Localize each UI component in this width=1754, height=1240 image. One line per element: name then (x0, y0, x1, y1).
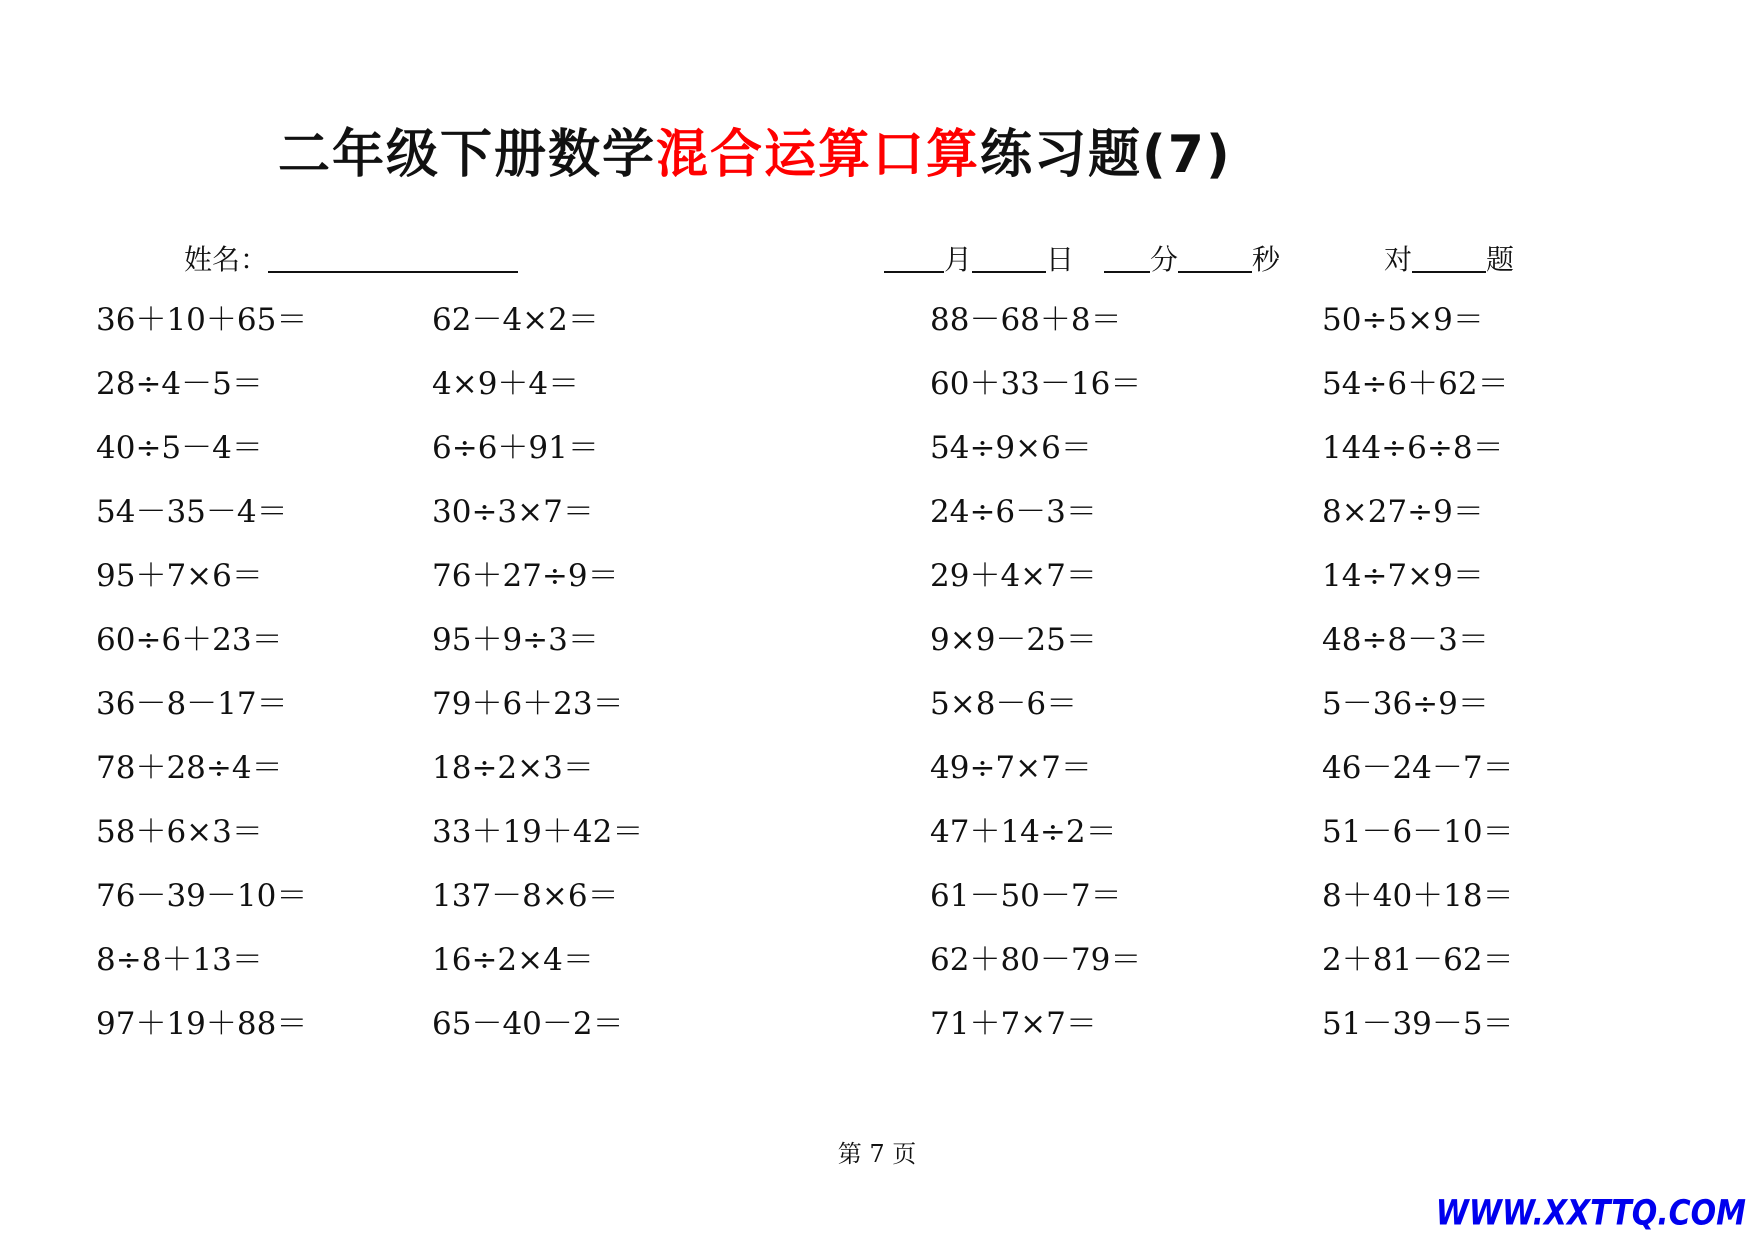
problem: 8÷8＋13＝ (96, 942, 263, 978)
second-blank[interactable] (1178, 241, 1252, 273)
day-label: 日 (1046, 243, 1075, 276)
title-part-grade: 二年级下册数学 (278, 125, 657, 185)
problem: 60÷6＋23＝ (96, 622, 283, 658)
problem: 24÷6－3＝ (930, 494, 1097, 530)
problem: 8×27÷9＝ (1322, 494, 1484, 530)
problem: 33＋19＋42＝ (432, 814, 644, 850)
problem: 36－8－17＝ (96, 686, 288, 722)
problem: 58＋6×3＝ (96, 814, 263, 850)
score-field (1384, 238, 1514, 278)
correct-label: 对 (1384, 243, 1413, 276)
page-title (278, 112, 1232, 187)
problem: 51－6－10＝ (1322, 814, 1514, 850)
problem: 40÷5－4＝ (96, 430, 263, 466)
title-part-exercise: 练习题(7) (980, 125, 1232, 185)
problem: 137－8×6＝ (432, 878, 619, 914)
correct-blank[interactable] (1412, 241, 1486, 273)
problem: 88－68＋8＝ (930, 302, 1122, 338)
problem: 54－35－4＝ (96, 494, 288, 530)
month-label: 月 (944, 243, 973, 276)
problem: 29＋4×7＝ (930, 558, 1097, 594)
problem: 95＋9÷3＝ (432, 622, 599, 658)
problem: 8＋40＋18＝ (1322, 878, 1514, 914)
problem: 4×9＋4＝ (432, 366, 580, 402)
problem: 30÷3×7＝ (432, 494, 594, 530)
problem: 65－40－2＝ (432, 1006, 624, 1042)
name-blank[interactable] (268, 241, 518, 273)
problem: 47＋14÷2＝ (930, 814, 1117, 850)
problem: 97＋19＋88＝ (96, 1006, 308, 1042)
problem: 60＋33－16＝ (930, 366, 1142, 402)
problem: 71＋7×7＝ (930, 1006, 1097, 1042)
problem: 61－50－7＝ (930, 878, 1122, 914)
problem: 54÷9×6＝ (930, 430, 1092, 466)
month-blank[interactable] (884, 241, 944, 273)
problem: 144÷6÷8＝ (1322, 430, 1504, 466)
problem: 51－39－5＝ (1322, 1006, 1514, 1042)
problem: 78＋28÷4＝ (96, 750, 283, 786)
problem: 14÷7×9＝ (1322, 558, 1484, 594)
problem: 5×8－6＝ (930, 686, 1078, 722)
problem: 2＋81－62＝ (1322, 942, 1514, 978)
problem: 36＋10＋65＝ (96, 302, 308, 338)
site-watermark: WWW.XXTTQ.COM (1435, 1193, 1746, 1234)
time-field (1104, 238, 1280, 278)
title-part-highlight: 混合运算口算 (656, 125, 981, 185)
problem: 46－24－7＝ (1322, 750, 1514, 786)
problem: 76－39－10＝ (96, 878, 308, 914)
problem: 76＋27÷9＝ (432, 558, 619, 594)
problem: 16÷2×4＝ (432, 942, 594, 978)
day-blank[interactable] (972, 241, 1046, 273)
questions-label: 题 (1486, 243, 1515, 276)
minute-blank[interactable] (1104, 241, 1150, 273)
problem: 62＋80－79＝ (930, 942, 1142, 978)
problem: 48÷8－3＝ (1322, 622, 1489, 658)
problem: 5－36÷9＝ (1322, 686, 1489, 722)
name-label: 姓名： (184, 243, 269, 276)
problem: 62－4×2＝ (432, 302, 599, 338)
problem: 79＋6＋23＝ (432, 686, 624, 722)
problem: 54÷6＋62＝ (1322, 366, 1509, 402)
problem: 28÷4－5＝ (96, 366, 263, 402)
problem: 18÷2×3＝ (432, 750, 594, 786)
page-number: 第 7 页 (837, 1140, 917, 1168)
problem: 9×9－25＝ (930, 622, 1097, 658)
minute-label: 分 (1150, 243, 1179, 276)
problem: 50÷5×9＝ (1322, 302, 1484, 338)
second-label: 秒 (1252, 243, 1281, 276)
date-field (884, 238, 1074, 278)
name-field (184, 238, 518, 278)
problem: 49÷7×7＝ (930, 750, 1092, 786)
problem: 6÷6＋91＝ (432, 430, 599, 466)
problem: 95＋7×6＝ (96, 558, 263, 594)
